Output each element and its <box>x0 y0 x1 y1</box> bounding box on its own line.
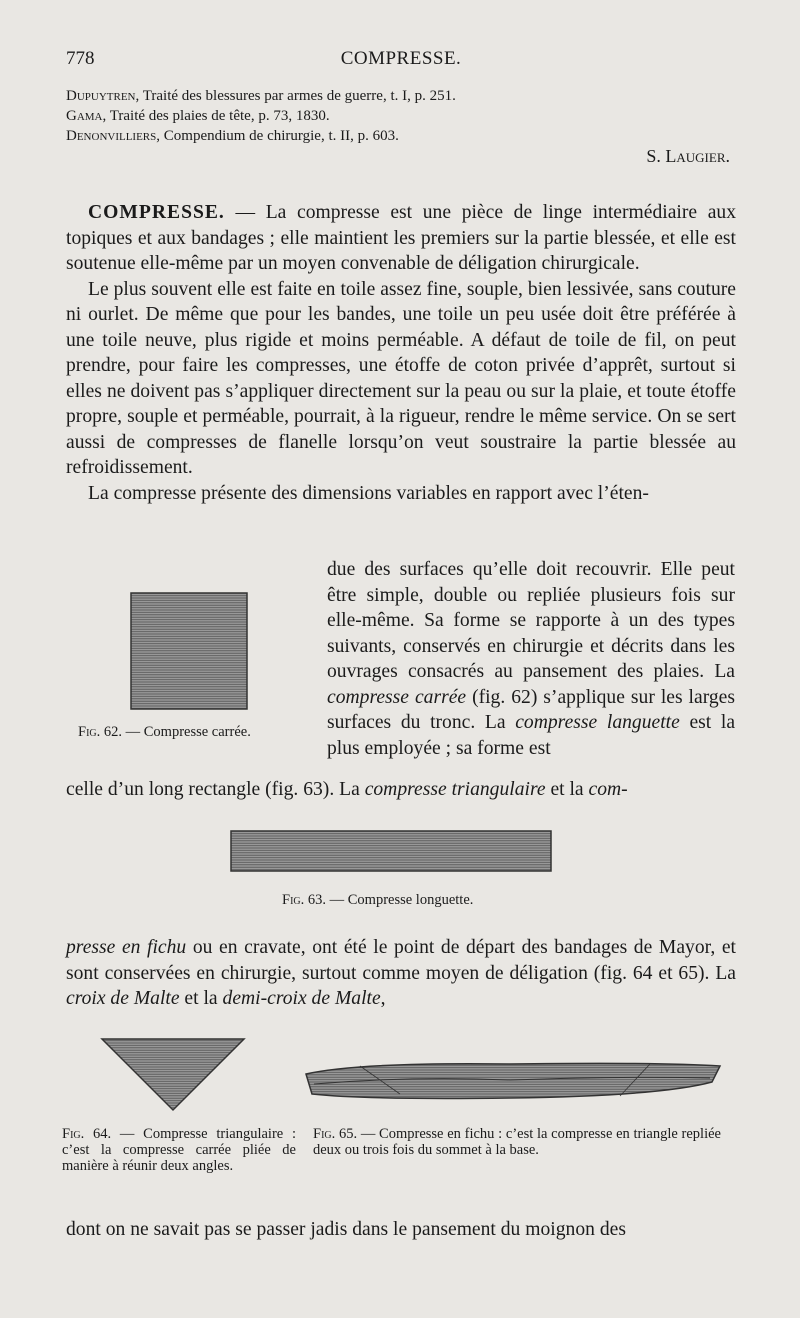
article-body <box>66 200 736 506</box>
paragraph-continued: due des surfaces qu’elle doit recouvrir. Elle peut être simple, double ou repliée plusieurs fois sur elle-même. Sa forme se rapporte à un des types suivants, conservés en chirurgie et décrits dans les ouvrages consacrés au pansement des plaies. La compresse carrée (fig. 62) s’applique sur les larges surfaces du tronc. La compresse languette est la plus employée ; sa forme est <box>327 559 736 759</box>
headword: COMPRESSE. <box>88 202 225 223</box>
reference-item: Denonvilliers, Compendium de chirurgie, t. II, p. 603. <box>66 128 399 144</box>
paragraph-line: celle d’un long rectangle (fig. 63). La compresse triangulaire et la com- <box>66 779 628 800</box>
paragraph-start: La compresse présente des dimensions variables en rapport avec l’éten- <box>88 482 649 504</box>
figure-64-caption: Fig. 64. — Compresse triangulaire : c’est la compresse carrée pliée de manière à réunir deux angles. <box>62 1126 296 1174</box>
paragraph-line: dont on ne savait pas se passer jadis dans le pansement du moignon des <box>66 1219 626 1240</box>
figure-65-folded-compress <box>300 1052 724 1108</box>
article-body-continued <box>66 777 736 803</box>
running-title: COMPRESSE. <box>340 48 462 69</box>
figure-65-caption: Fig. 65. — Compresse en fichu : c’est la compresse en triangle repliée deux ou trois fois du sommet à la base. <box>313 1126 721 1158</box>
figure-63-caption: Fig. 63. — Compresse longuette. <box>282 892 474 908</box>
reference-item: Dupuytren, Traité des blessures par armes de guerre, t. I, p. 251. <box>66 88 456 104</box>
paragraph: presse en fichu ou en cravate, ont été le point de départ des bandages de Mayor, et sont conservées en chirurgie, surtout comme moyen de déligation (fig. 64 et 65). La croix de Malte et la demi-croix de Malte, <box>66 937 736 1009</box>
bibliography <box>66 86 738 146</box>
figure-64-triangular-compress <box>100 1037 246 1113</box>
reference-item: Gama, Traité des plaies de tête, p. 73, 1830. <box>66 108 330 124</box>
figure-62-square-compress <box>130 592 248 710</box>
running-header <box>66 48 736 76</box>
paragraph: COMPRESSE. — La compresse est une pièce de linge intermédiaire aux topiques et aux bandages ; elle maintient les premiers sur la partie blessée, et elle est soutenue elle-même par un moyen convenable de déligation chirurgicale. <box>66 202 736 274</box>
figure-63-long-compress <box>230 830 552 872</box>
figure-62-caption: Fig. 62. — Compresse carrée. <box>78 724 251 740</box>
article-body-continued-2 <box>66 935 736 1012</box>
article-body-continued-3 <box>66 1217 736 1243</box>
page-number: 778 <box>66 48 95 69</box>
wrapped-text-column <box>327 557 735 761</box>
author-signature: S. Laugier. <box>646 146 730 166</box>
paragraph: Le plus souvent elle est faite en toile assez fine, souple, bien lessivée, sans couture ni ourlet. De même que pour les bandes, une toile un peu usée doit être préférée à une toile neuve, plus rigide et moins perméable. A défaut de toile de fil, on peut prendre, pour faire les compresses, une étoffe de coton privée d’apprêt, surtout si elles ne doivent pas s’appliquer directement sur la peau ou sur la plaie, et toute étoffe propre, souple et perméable, pourrait, à la rigueur, rendre le même service. On se sert aussi de compresses de flanelle lorsqu’on veut soustraire la partie blessée au refroidissement. <box>66 278 736 478</box>
